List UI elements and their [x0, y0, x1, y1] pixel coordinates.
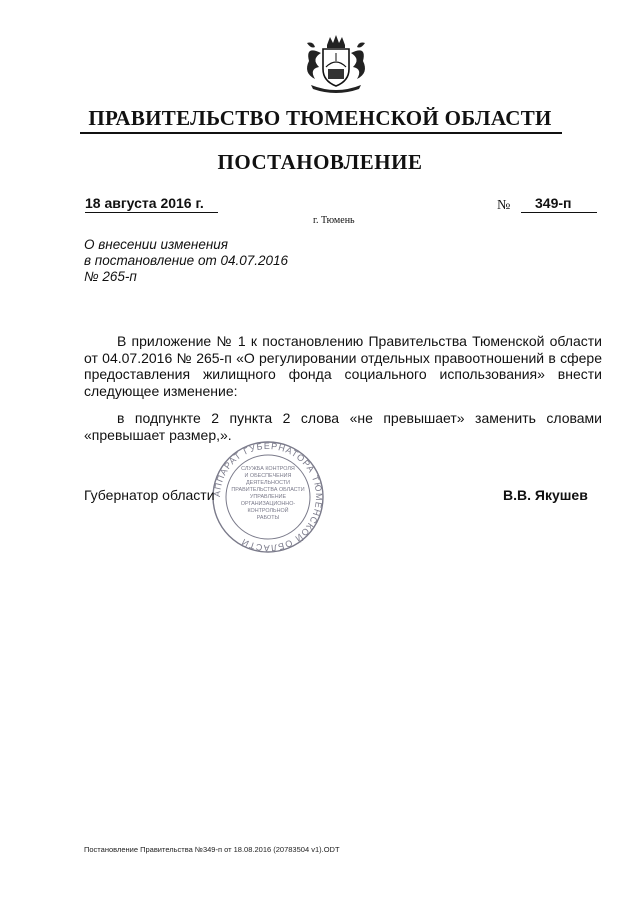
- stamp-line: ДЕЯТЕЛЬНОСТИ: [245, 480, 291, 486]
- subject-line: О внесении изменения: [84, 237, 229, 252]
- city: г. Тюмень: [313, 215, 355, 226]
- document-date: 18 августа 2016 г.: [85, 195, 218, 213]
- tyumen-coat-of-arms-icon: [297, 33, 375, 95]
- title-divider: [80, 132, 562, 134]
- document-footer: Постановление Правительства №349-п от 18.08.2016 (20783504 v1).ODT: [84, 845, 340, 854]
- signatory-position: Губернатор области: [84, 487, 215, 503]
- body-paragraph: в подпункте 2 пункта 2 слова «не превышает» заменить словами «превышает размер,».: [84, 410, 602, 443]
- government-name: ПРАВИТЕЛЬСТВО ТЮМЕНСКОЙ ОБЛАСТИ: [88, 106, 552, 130]
- stamp-outer-text: АППАРАТ ГУБЕРНАТОРА ТЮМЕНСКОЙ ОБЛАСТИ: [211, 440, 325, 554]
- document-type: ПОСТАНОВЛЕНИЕ: [217, 150, 423, 174]
- stamp-line: СЛУЖБА КОНТРОЛЯ: [241, 466, 295, 472]
- signatory-name: В.В. Якушев: [503, 487, 588, 503]
- subject-line: № 265-п: [84, 269, 137, 284]
- stamp-line: И ОБЕСПЕЧЕНИЯ: [244, 473, 292, 479]
- body-paragraph: В приложение № 1 к постановлению Правительства Тюменской области от 04.07.2016 № 265-п «О регулировании отдельных правоотношений в сфере предоставления жилищного фонда социального использования» внести следующее изменение:: [84, 333, 602, 399]
- document-number: 349-п: [521, 195, 597, 213]
- stamp-line: РАБОТЫ: [256, 515, 280, 521]
- stamp-line: ПРАВИТЕЛЬСТВА ОБЛАСТИ: [231, 487, 305, 493]
- stamp-line: ОРГАНИЗАЦИОННО-: [240, 501, 296, 507]
- subject-line: в постановление от 04.07.2016: [84, 253, 289, 268]
- official-stamp: [211, 440, 325, 554]
- document-subject: [84, 237, 288, 285]
- stamp-line: УПРАВЛЕНИЕ: [249, 494, 287, 500]
- number-label: №: [497, 198, 511, 213]
- stamp-line: КОНТРОЛЬНОЙ: [247, 508, 289, 514]
